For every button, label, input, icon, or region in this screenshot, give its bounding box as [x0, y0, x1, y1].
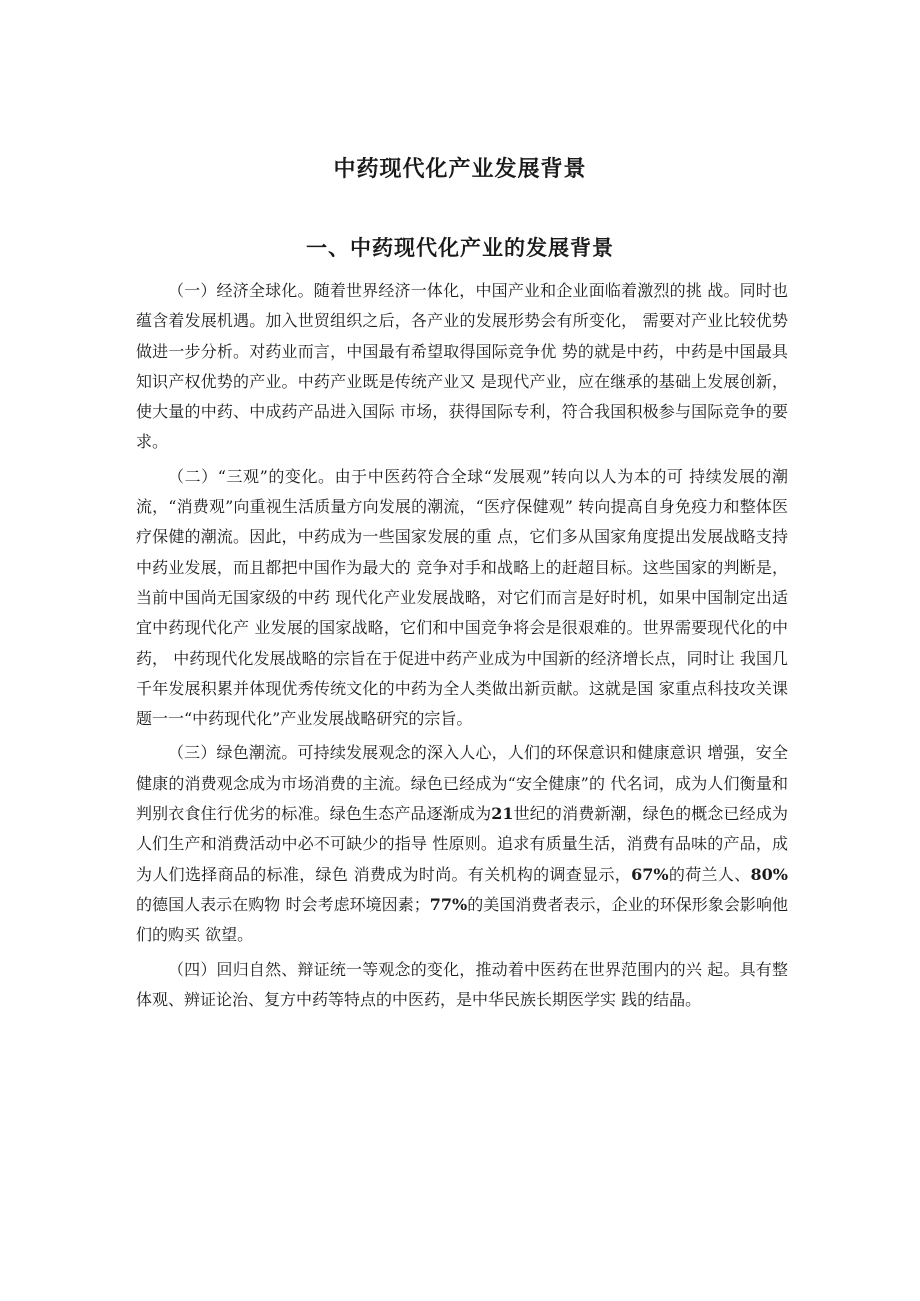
bold-figure: 80%	[750, 864, 788, 884]
section-heading: 一、中药现代化产业的发展背景	[306, 236, 614, 260]
paragraph-three-views: （二）“三观”的变化。由于中医药符合全球“发展观”转向以人为本的可 持续发展的潮流，“消费观”向重视生活质量方向发展的潮流，“医疗保健观” 转向提高自身免疫力和整体医疗保健的潮流。因此，中药成为一些国家发展的重 点，它们多从国家角度提出发展战略支持中药业发展，而且都把中国作为最大的 竞争对手和战略上的赶超目标。这些国家的判断是，当前中国尚无国家级的中药 现代化产业发展战略，对它们而言是好时机，如果中国制定出适宜中药现代化产 业发展的国家战略，它们和中国竞争将会是很艰难的。世界需要现代化的中药， 中药现代化发展战略的宗旨在于促进中药产业成为中国新的经济增长点，同时让 我国几千年发展积累并体现优秀传统文化的中药为全人类做出新贡献。这就是国 家重点科技攻关课题一一“中药现代化”产业发展战略研究的宗旨。	[136, 466, 788, 729]
paragraph-green-trend: （三）绿色潮流。可持续发展观念的深入人心，人们的环保意识和健康意识 增强，安全健康的消费观念成为市场消费的主流。绿色已经成为“安全健康”的 代名词，成为人们衡量和判别衣食住行优劣的标准。绿色生态产品逐渐成为21世纪的消费新潮，绿色的概念已经成为人们生产和消费活动中必不可缺少的指导 性原则。追求有质量生活，消费有品味的产品，成为人们选择商品的标准，绿色 消费成为时尚。有关机构的调查显示，67%的荷兰人、80%的德国人表示在购物 时会考虑环境因素；77%的美国消费者表示，企业的环保形象会影响他们的购买 欲望。	[136, 743, 788, 945]
bold-figure: 21	[491, 804, 514, 824]
paragraph-return-to-nature: （四）回归自然、辩证统一等观念的变化，推动着中医药在世界范围内的兴 起。具有整体观、辨证论治、复方中药等特点的中医药，是中华民族长期医学实 践的结晶。	[136, 959, 788, 1009]
bold-figure: 67%	[631, 864, 669, 884]
document-body	[136, 276, 788, 1015]
paragraph-economic-globalization: （一）经济全球化。随着世界经济一体化，中国产业和企业面临着激烈的挑 战。同时也蕴含着发展机遇。加入世贸组织之后，各产业的发展形势会有所变化， 需要对产业比较优势做进一步分析。对药业而言，中国最有希望取得国际竞争优 势的就是中药，中药是中国最具知识产权优势的产业。中药产业既是传统产业又 是现代产业，应在继承的基础上发展创新，使大量的中药、中成药产品进入国际 市场，获得国际专利，符合我国积极参与国际竞争的要求。	[136, 281, 788, 452]
document-title: 中药现代化产业发展背景	[333, 157, 587, 182]
bold-figure: 77%	[429, 894, 468, 914]
